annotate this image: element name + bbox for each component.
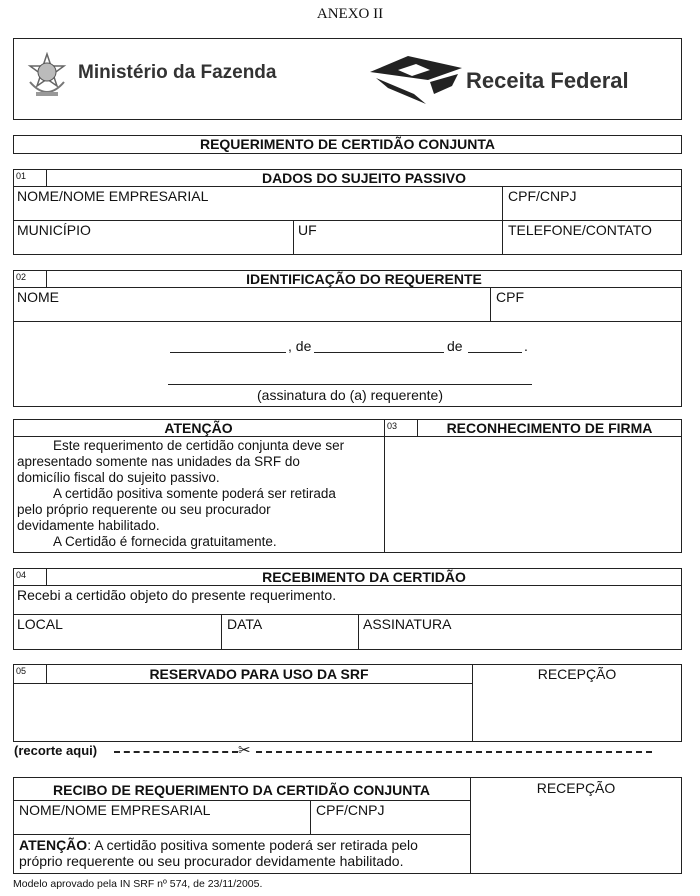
ministry-name: Ministério da Fazenda xyxy=(78,62,277,83)
telefone-field-label: TELEFONE/CONTATO xyxy=(508,222,652,238)
receipt-name-label: NOME/NOME EMPRESARIAL xyxy=(19,802,211,818)
cut-line xyxy=(114,751,238,753)
form-title: REQUERIMENTO DE CERTIDÃO CONJUNTA xyxy=(199,136,496,152)
attention-line: domicílio fiscal do sujeito passivo. xyxy=(17,470,220,485)
section-title: RECONHECIMENTO DE FIRMA xyxy=(446,420,653,436)
section-title: DADOS DO SUJEITO PASSIVO xyxy=(261,170,467,186)
section-title: IDENTIFICAÇÃO DO REQUERENTE xyxy=(246,271,482,287)
date-de-text: , de xyxy=(288,338,312,354)
requester-name-label: NOME xyxy=(17,289,59,305)
annex-title: ANEXO II xyxy=(316,6,384,22)
attention-line: apresentado somente nas unidades da SRF do xyxy=(17,454,300,469)
receipt-attention-text: próprio requerente ou seu procurador devidamente habilitado. xyxy=(19,853,404,869)
section-number: 04 xyxy=(16,570,27,580)
receipt-title: RECIBO DE REQUERIMENTO DA CERTIDÃO CONJUNTA xyxy=(53,782,430,798)
attention-line: devidamente habilitado. xyxy=(17,518,160,533)
attention-title: ATENÇÃO xyxy=(164,420,233,436)
footer-note: Modelo aprovado pela IN SRF nº 574, de 23/11/2005. xyxy=(13,878,263,890)
local-field-label: LOCAL xyxy=(17,616,63,632)
assinatura-field-label: ASSINATURA xyxy=(363,616,452,632)
cpf-cnpj-field-label: CPF/CNPJ xyxy=(508,188,577,204)
section-number: 05 xyxy=(16,666,27,676)
uf-field-label: UF xyxy=(298,222,317,238)
receipt-recepcao-label: RECEPÇÃO xyxy=(536,780,616,796)
attention-line: Este requerimento de certidão conjunta deve ser xyxy=(53,438,345,453)
section-title: RECEBIMENTO DA CERTIDÃO xyxy=(262,569,466,585)
data-field-label: DATA xyxy=(227,616,263,632)
receita-federal-logo-icon xyxy=(368,54,464,106)
section-number: 01 xyxy=(16,171,27,181)
requester-cpf-label: CPF xyxy=(496,289,524,305)
attention-line: A Certidão é fornecida gratuitamente. xyxy=(53,534,277,549)
receipt-cpf-cnpj-label: CPF/CNPJ xyxy=(316,802,385,818)
agency-name: Receita Federal xyxy=(466,68,629,93)
date-month-field[interactable] xyxy=(314,352,444,353)
attention-line: pelo próprio requerente ou seu procurador xyxy=(17,502,271,517)
receipt-statement: Recebi a certidão objeto do presente requerimento. xyxy=(17,587,337,603)
receipt-attention-text: : A certidão positiva somente poderá ser retirada pelo xyxy=(87,837,418,853)
recepcao-label: RECEPÇÃO xyxy=(537,666,617,682)
section-number: 03 xyxy=(387,421,398,431)
cut-here-label: (recorte aqui) xyxy=(14,743,98,758)
cut-line xyxy=(256,751,652,753)
signature-line[interactable] xyxy=(168,384,532,385)
date-de-text: de xyxy=(447,338,463,354)
receipt-attention-heading: ATENÇÃO xyxy=(19,837,88,853)
date-year-field[interactable] xyxy=(468,352,522,353)
section-number: 02 xyxy=(16,272,27,282)
attention-line: A certidão positiva somente poderá ser retirada xyxy=(53,486,336,501)
scissors-icon: ✂ xyxy=(238,742,251,759)
municipio-field-label: MUNICÍPIO xyxy=(17,222,91,238)
date-period: . xyxy=(524,338,528,354)
section-title: RESERVADO PARA USO DA SRF xyxy=(149,666,369,682)
coat-of-arms-icon xyxy=(24,52,70,100)
name-field-label: NOME/NOME EMPRESARIAL xyxy=(17,188,209,204)
date-day-field[interactable] xyxy=(170,352,286,353)
signature-label: (assinatura do (a) requerente) xyxy=(257,387,443,403)
